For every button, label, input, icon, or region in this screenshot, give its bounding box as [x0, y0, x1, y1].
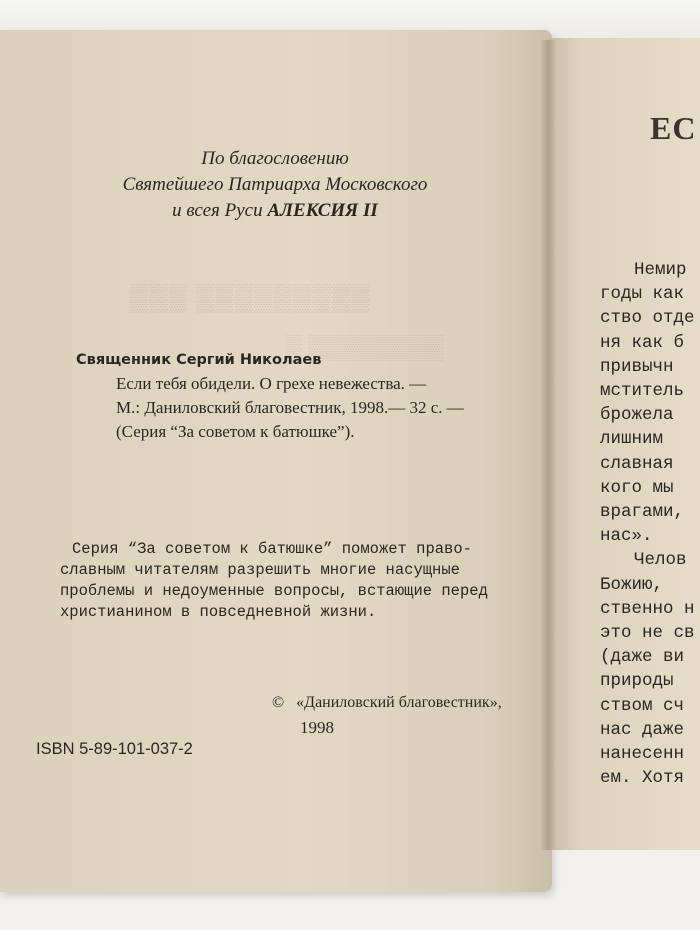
blessing-line-3	[60, 198, 490, 224]
series-line: (Серия “За советом к батюшке”).	[116, 422, 355, 441]
copyright-holder: «Даниловский благовестник»,	[296, 694, 502, 711]
publisher-line: М.: Даниловский благовестник, 1998.— 32 с. —	[116, 398, 464, 417]
body-line: кого мы	[600, 477, 674, 498]
blessing-line-2: Святейшего Патриарха Московского	[122, 174, 428, 195]
blessing-block	[60, 146, 490, 224]
right-page-title: ЕС	[650, 110, 697, 146]
book-title-line: Если тебя обидели. О грехе невежества. —	[116, 374, 427, 393]
body-line: Божию,	[600, 574, 664, 595]
copyright-symbol: ©	[272, 694, 285, 711]
body-line: ство отде	[600, 308, 695, 329]
body-line: ня как б	[600, 332, 685, 353]
isbn: ISBN 5-89-101-037-2	[36, 740, 193, 758]
body-line: нас».	[600, 526, 653, 547]
body-line: лишним	[600, 429, 664, 450]
body-line: Немир	[634, 260, 687, 280]
book-gutter	[540, 40, 556, 850]
body-line: мститель	[600, 381, 685, 402]
copyright-year: 1998	[300, 718, 334, 737]
description-line: проблемы и недоуменные вопросы, встающие перед	[60, 582, 488, 600]
blessing-line-3-prefix: и всея Руси	[172, 200, 268, 221]
body-line: нас даже	[600, 719, 685, 740]
body-line: ственно н	[600, 598, 695, 619]
blessing-line-1: По благословению	[201, 148, 349, 169]
body-line: (даже ви	[600, 647, 685, 668]
right-page-body	[600, 258, 695, 790]
description-line: христианином в повседневной жизни.	[60, 603, 377, 621]
description-line: славным читателям разрешить многие насущные	[60, 561, 460, 579]
body-line: Челов	[634, 550, 687, 571]
author: Священник Сергий Николаев	[76, 352, 322, 368]
body-line: ем. Хотя	[600, 768, 685, 789]
body-line: привычн	[600, 356, 674, 377]
body-line: годы как	[600, 284, 685, 305]
body-line: нанесенн	[600, 744, 685, 765]
body-line: ством сч	[600, 695, 685, 716]
bibliographic-record	[76, 348, 464, 444]
patriarch-name: АЛЕКСИЯ II	[267, 200, 378, 221]
series-description	[60, 539, 488, 623]
body-line: славная	[600, 453, 674, 474]
body-line: это не св	[600, 623, 695, 644]
body-line: природы	[600, 671, 674, 692]
body-line: брожела	[600, 405, 674, 426]
description-line: Серия “За советом к батюшке” поможет право-	[72, 540, 472, 558]
body-line: врагами,	[600, 502, 685, 523]
bleed-through-text: ▒▒▒ ▒▒▒▒▒▒▒▒▒	[130, 283, 371, 312]
copyright-notice	[272, 690, 502, 740]
bleed-through-text-2: ▒ ▒▒▒▒▒▒▒▒	[285, 335, 445, 361]
